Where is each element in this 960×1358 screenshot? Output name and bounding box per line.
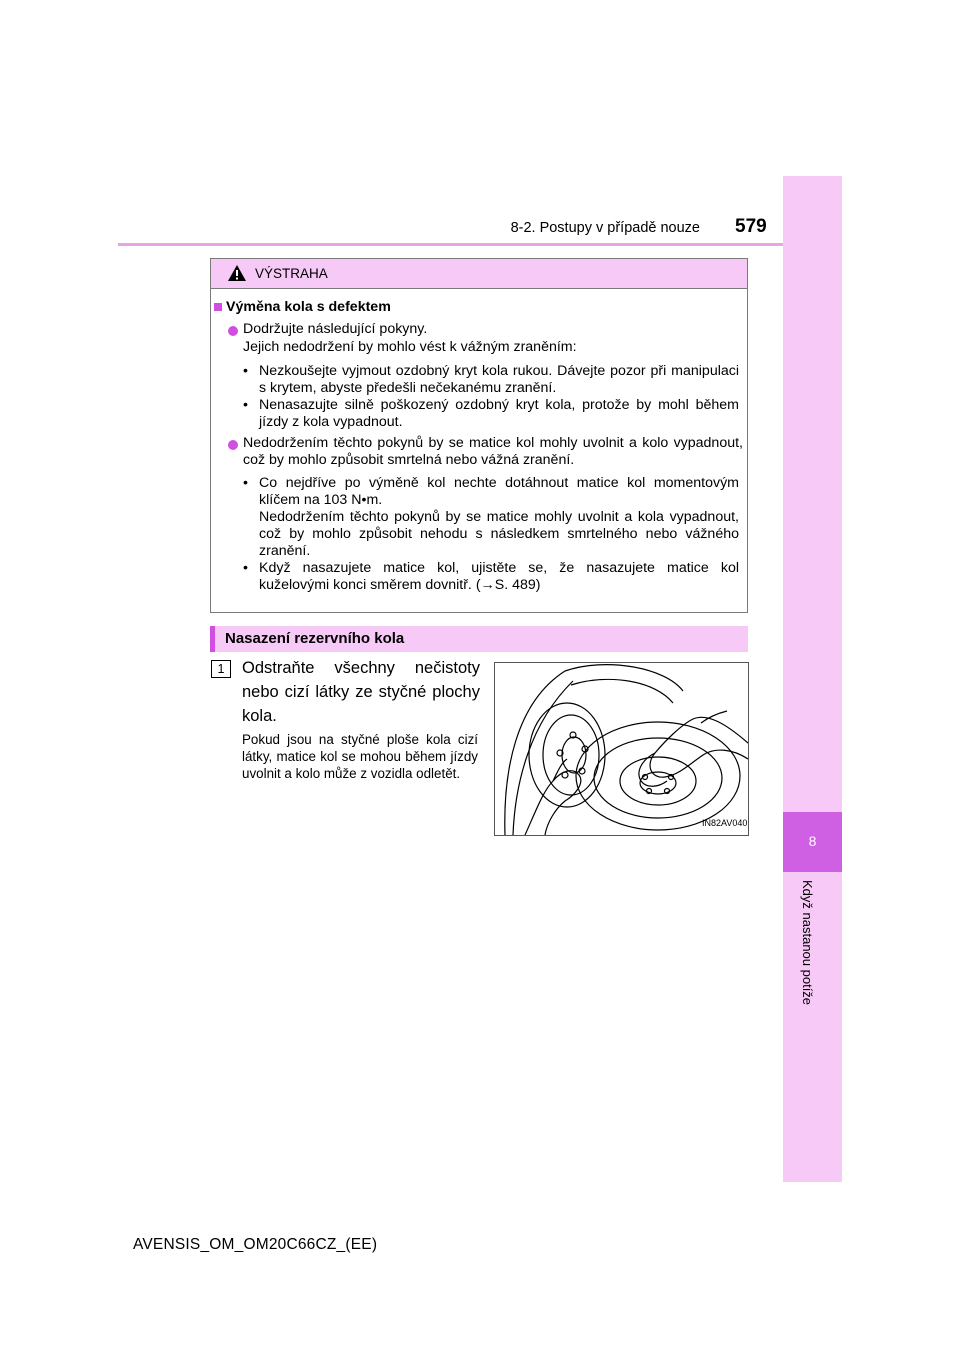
warning-bullet-text (259, 560, 739, 594)
warning-bullet-text (259, 475, 739, 560)
warning-label: VÝSTRAHA (255, 266, 328, 281)
wheel-cleaning-illustration (494, 662, 749, 836)
warning-triangle-icon (227, 264, 247, 282)
bullet-dot-icon: • (243, 397, 248, 413)
header-rule (118, 243, 783, 246)
section-header (210, 626, 748, 652)
warning-bullet-text: Nezkoušejte vyjmout ozdobný kryt kola rukou. Dávejte pozor při manipulaci s krytem, abyste předešli nečekanému zranění. (259, 363, 739, 396)
chapter-title: Když nastanou potíže (800, 880, 815, 1006)
circle-bullet-icon (228, 440, 238, 450)
arrow-right-icon: → (480, 577, 495, 593)
section-accent-bar (210, 626, 215, 652)
bullet-dot-icon: • (243, 475, 248, 491)
bullet-dot-icon: • (243, 560, 248, 576)
warning-point-text: Nedodržením těchto pokynů by se matice kol mohly uvolnit a kolo vypadnout, což by mohlo způsobit smrtelná nebo vážná zranění. (243, 435, 743, 468)
warning-bullet-text: Nenasazujte silně poškozený ozdobný kryt kola, protože by mohl během jízdy z kola vypadnout. (259, 397, 739, 430)
circle-bullet-icon (228, 326, 238, 336)
wheel-illustration-drawing (495, 663, 748, 835)
warning-point-text: Dodržujte následující pokyny. (243, 321, 428, 337)
warning-header (211, 259, 747, 289)
warning-box (210, 258, 748, 613)
heading-square-icon (214, 303, 222, 311)
illustration-code: IN82AV040 (702, 818, 748, 828)
page-number: 579 (735, 216, 767, 237)
step-note: Pokud jsou na styčné ploše kola cizí látky, matice kol se mohou během jízdy uvolnit a kolo může z vozidla odletět. (242, 732, 478, 781)
page-reference-link[interactable]: S. 489) (494, 577, 541, 593)
footer-document-code: AVENSIS_OM_OM20C66CZ_(EE) (133, 1236, 378, 1253)
section-title-text: Nasazení rezervního kola (225, 630, 405, 647)
step-number-badge: 1 (211, 660, 231, 678)
warning-heading: Výměna kola s defektem (226, 299, 391, 315)
warning-bullet-line: Když nasazujete matice kol, ujistěte se, že nasazujete matice kol kuželovými konci směrem dovnitř. ( (259, 560, 739, 593)
chapter-side-tab (783, 176, 842, 1182)
warning-point-text: Jejich nedodržení by mohlo vést k vážným zraněním: (243, 339, 577, 355)
bullet-dot-icon: • (243, 363, 248, 379)
step-instruction: Odstraňte všechny nečistoty nebo cizí látky ze styčné plochy kola. (242, 659, 480, 725)
chapter-number: 8 (808, 833, 817, 849)
warning-bullet-line: Co nejdříve po výměně kol nechte dotáhnout matice kol momentovým klíčem na 103 N•m. (259, 475, 739, 508)
section-title: 8-2. Postupy v případě nouze (510, 220, 700, 236)
warning-bullet-continuation: Nedodržením těchto pokynů by se matice mohly uvolnit a kola vypadnout, což by mohlo způsobit nehodu s následkem smrtelného nebo vážného zranění. (259, 509, 739, 559)
